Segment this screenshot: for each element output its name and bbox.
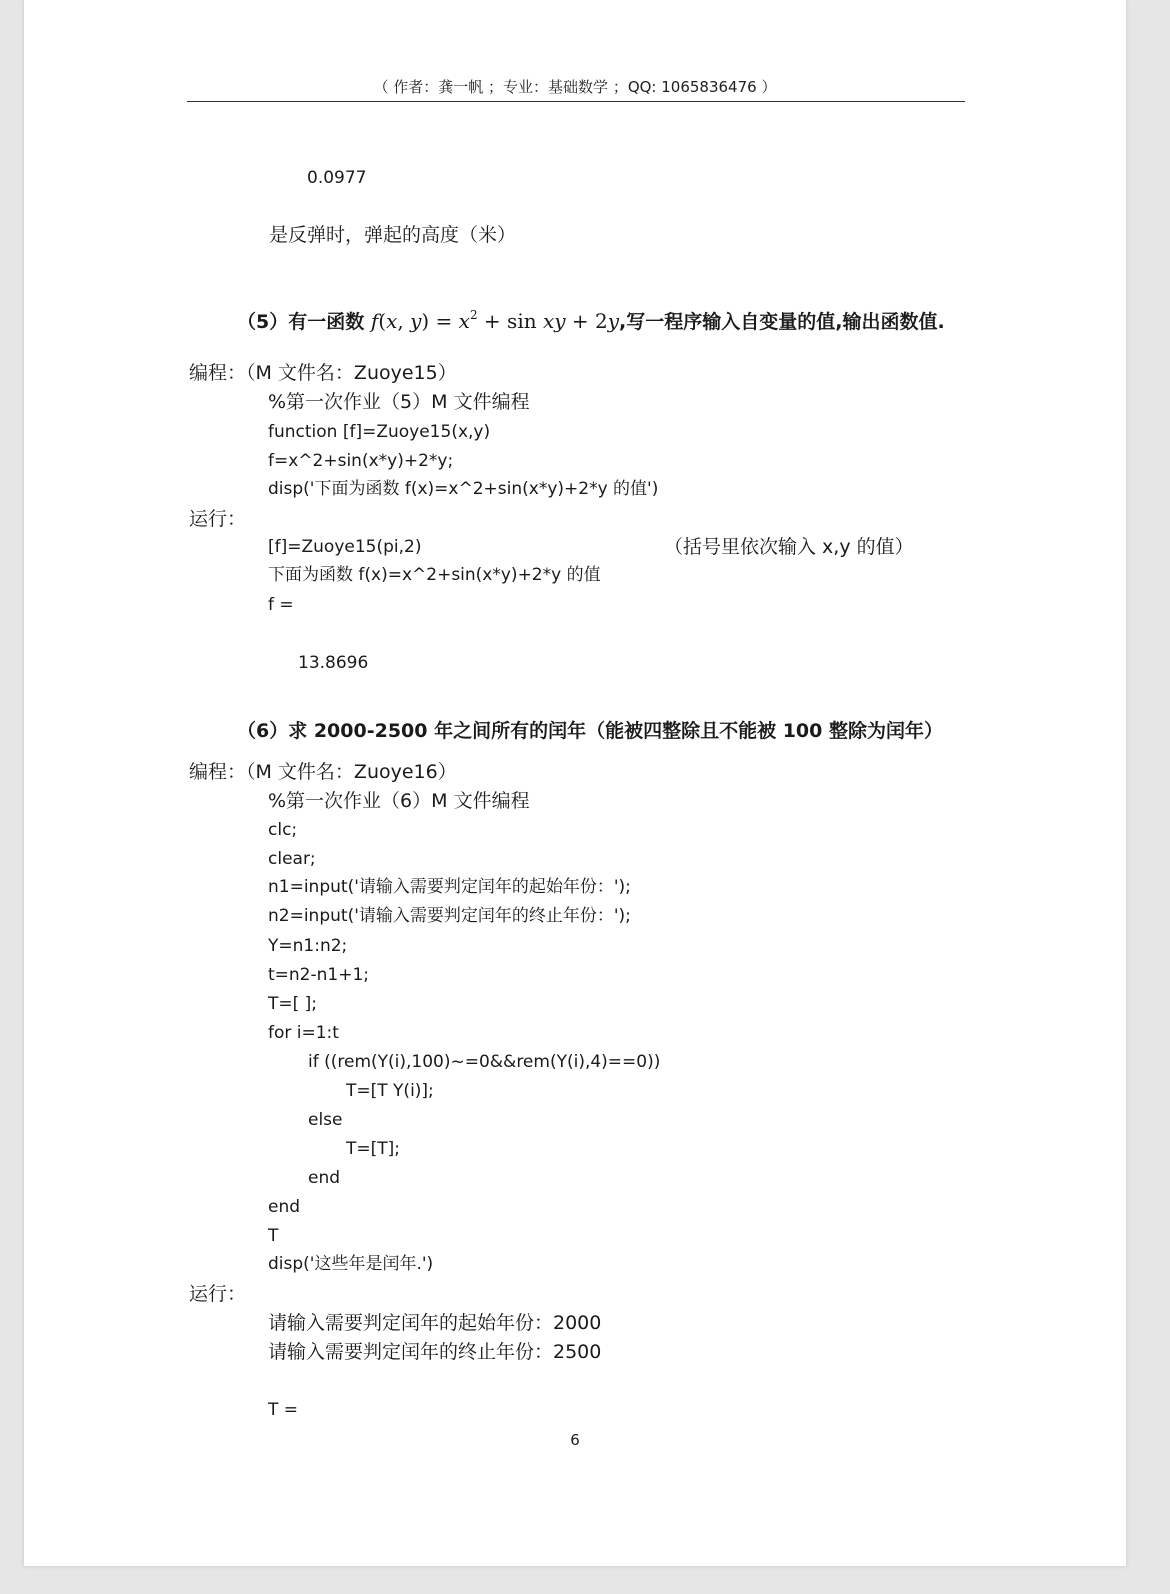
section6-program-label: 编程：（M 文件名：Zuoye16）: [189, 761, 457, 783]
section6-run-label: 运行：: [189, 1283, 247, 1305]
section6-code-line: end: [308, 1168, 341, 1188]
section5-title-prefix: （5）有一函数: [237, 311, 371, 333]
section6-run-output-line: 请输入需要判定闰年的起始年份：2000: [268, 1312, 602, 1334]
section5-code-line: f=x^2+sin(x*y)+2*y;: [268, 451, 454, 471]
section6-code-line: end: [268, 1197, 301, 1217]
section5-program-label: 编程：（M 文件名：Zuoye15）: [189, 362, 457, 384]
section5-title: [237, 309, 945, 332]
section6-code-line: %第一次作业（6）M 文件编程: [268, 790, 530, 812]
page-header: （ 作者：龚一帆 ；专业：基础数学 ；QQ: 1065836476 ）: [373, 78, 777, 96]
section5-run-call: [f]=Zuoye15(pi,2): [268, 537, 422, 557]
section5-title-suffix: ,写一程序输入自变量的值,输出函数值.: [619, 311, 945, 333]
section5-output-line: f =: [268, 595, 294, 615]
section6-code-line: n1=input('请输入需要判定闰年的起始年份：');: [268, 877, 631, 897]
section6-code-line: T=[ ];: [268, 994, 318, 1014]
section6-code-line: for i=1:t: [268, 1023, 339, 1043]
section5-result: 13.8696: [298, 653, 369, 673]
section5-run-comment: （括号里依次输入 x,y 的值）: [664, 536, 914, 558]
page-number: 6: [570, 1431, 580, 1449]
section6-code-line: T=[T];: [346, 1139, 401, 1159]
section5-formula: f(x, $y) = x^2 + \sin$ xy + 2y: [370, 308, 620, 333]
section6-run-output-line: 请输入需要判定闰年的终止年份：2500: [268, 1341, 602, 1363]
section5-code-line: disp('下面为函数 f(x)=x^2+sin(x*y)+2*y 的值'): [268, 479, 659, 499]
section6-code-line: else: [308, 1110, 343, 1130]
section4-note: 是反弹时，弹起的高度（米）: [269, 224, 517, 246]
section6-code-line: n2=input('请输入需要判定闰年的终止年份：');: [268, 906, 631, 926]
section6-run-output-line: T =: [268, 1400, 299, 1420]
section6-code-line: disp('这些年是闰年.'): [268, 1254, 434, 1274]
section5-output-line: 下面为函数 f(x)=x^2+sin(x*y)+2*y 的值: [268, 565, 601, 585]
header-rule: [187, 101, 965, 102]
section6-code-line: T=[T Y(i)];: [346, 1081, 434, 1101]
section4-value: 0.0977: [307, 168, 367, 188]
section5-run-label: 运行：: [189, 508, 247, 530]
section6-title: （6）求 2000-2500 年之间所有的闰年（能被四整除且不能被 100 整除为闰年）: [237, 720, 943, 742]
section6-code-line: Y=n1:n2;: [268, 936, 348, 956]
section5-code-line: function [f]=Zuoye15(x,y): [268, 422, 491, 442]
section6-code-line: clc;: [268, 820, 298, 840]
section6-code-line: t=n2-n1+1;: [268, 965, 370, 985]
section6-code-line: clear;: [268, 849, 316, 869]
section6-code-line: if ((rem(Y(i),100)~=0&&rem(Y(i),4)==0)): [308, 1052, 661, 1072]
section5-code-line: %第一次作业（5）M 文件编程: [268, 391, 530, 413]
document-page: [24, 0, 1126, 1566]
section6-code-line: T: [268, 1226, 279, 1246]
